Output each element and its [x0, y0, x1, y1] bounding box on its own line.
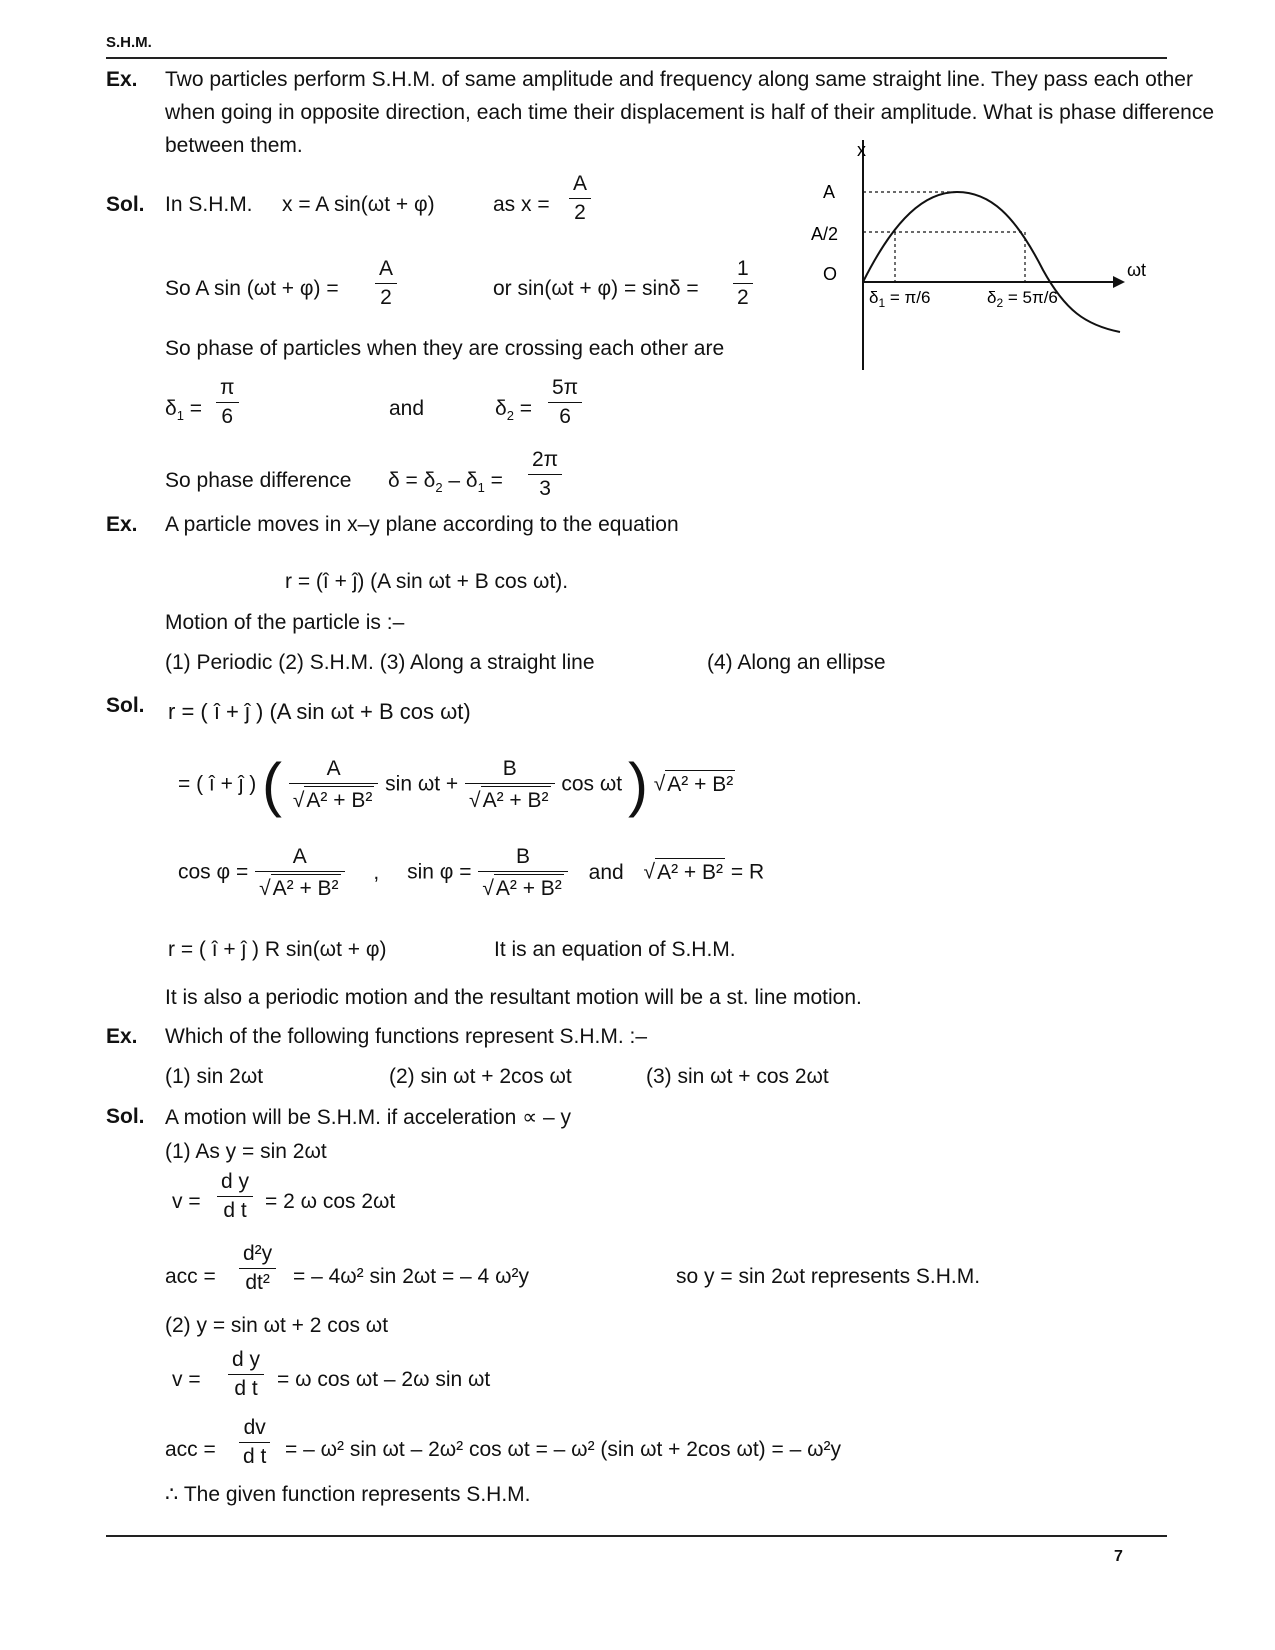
ex3-acc2-rhs: = – ω² sin ωt – 2ω² cos ωt = – ω² (sin ωt + 2cos ωt) = – ω²y: [285, 1438, 841, 1461]
frac-den: 2: [569, 198, 591, 225]
ex1-question-line-1: Two particles perform S.H.M. of same amplitude and frequency along same straight line. They pass each other: [165, 68, 1193, 91]
ex3-part-2: (2) y = sin ωt + 2 cos ωt: [165, 1314, 389, 1337]
frac-den: √A² + B²: [255, 871, 344, 901]
sine-curve: [863, 192, 1120, 332]
ex3-frac-dv-dt: [238, 1416, 271, 1469]
frac-num: B: [502, 756, 517, 780]
graph-wt-label: ωt: [1127, 260, 1147, 280]
ex2-question: A particle moves in x–y plane according to the equation: [165, 513, 679, 536]
frac-den: 2: [733, 283, 753, 310]
ex1-label: Ex.: [106, 68, 138, 91]
frac-num: 1: [737, 257, 749, 280]
radicand: A² + B²: [655, 858, 725, 884]
ex2-sol-line-4-note: It is an equation of S.H.M.: [494, 938, 736, 961]
radicand: A² + B²: [494, 874, 564, 900]
ex3-v1-rhs: = 2 ω cos 2ωt: [265, 1190, 396, 1213]
ex3-label: Ex.: [106, 1025, 138, 1048]
eq-part: = R: [730, 860, 765, 884]
ex3-option-3: (3) sin ωt + cos 2ωt: [646, 1065, 829, 1088]
radicand: A² + B²: [304, 786, 374, 812]
frac-num: A: [326, 756, 341, 780]
ex2-options-1-3: (1) Periodic (2) S.H.M. (3) Along a straight line: [165, 651, 595, 674]
frac-den: 2: [375, 283, 397, 310]
frac-den: 6: [548, 402, 582, 429]
radicand: A² + B²: [271, 874, 341, 900]
ex2-sol-line-2: = ( î + ĵ ) ( $\frac{A}{\text{√A² + B²}}$ sin ωt + $\frac{B}{\text{√A² + B²}}$ cos ωt ) √A² + B²: [178, 751, 734, 818]
ex1-sol-line-1b: x = A sin(ωt + φ): [282, 193, 435, 216]
frac-den: 6: [216, 402, 239, 429]
ex1-frac-a-over-2: [568, 172, 592, 225]
x-axis-arrow: [1113, 276, 1125, 288]
ex3-sol-label: Sol.: [106, 1105, 145, 1128]
ex1-sol-label: Sol.: [106, 193, 145, 216]
equals: =: [519, 397, 533, 420]
header-rule: [106, 57, 1167, 59]
frac-num: A: [573, 172, 588, 195]
frac-den: √A² + B²: [465, 783, 554, 813]
ex1-sol-line-3: So phase of particles when they are crossing each other are: [165, 337, 725, 360]
graph-origin-label: O: [823, 264, 838, 284]
eq-part: cos ωt: [561, 772, 623, 796]
and: and: [588, 860, 624, 884]
frac-num: A: [292, 845, 307, 868]
frac-num: π: [220, 376, 235, 399]
frac-den: d t: [239, 1442, 270, 1469]
ex3-part-1: (1) As y = sin 2ωt: [165, 1140, 327, 1163]
frac-num: d²y: [243, 1242, 273, 1265]
ex1-sol-line-2b: or sin(ωt + φ) = sinδ =: [493, 277, 699, 300]
radicand: A² + B²: [481, 786, 551, 812]
ex3-acc1-label: acc =: [165, 1265, 216, 1288]
subscript: 2: [506, 408, 514, 424]
ex3-acc2-label: acc =: [165, 1438, 216, 1461]
ex3-acc1-rhs: = – 4ω² sin 2ωt = – 4 ω²y: [293, 1265, 529, 1288]
frac-den: dt²: [239, 1268, 276, 1295]
ex1-sol-line-1c: as x =: [493, 193, 550, 216]
ex3-option-1: (1) sin 2ωt: [165, 1065, 264, 1088]
ex1-sol-line-2a: So A sin (ωt + φ) =: [165, 277, 339, 300]
ex2-equation: r = (î + ĵ) (A sin ωt + B cos ωt).: [285, 570, 569, 593]
delta-symbol: δ: [165, 397, 177, 420]
graph-delta1-label: [869, 288, 930, 310]
frac-num: dv: [243, 1416, 266, 1439]
graph-A-label: A: [823, 182, 836, 202]
ex1-sol-line-1a: In S.H.M.: [165, 193, 253, 216]
eq-part: cos φ =: [178, 860, 249, 884]
ex1-delta2: [495, 397, 532, 423]
running-header: S.H.M.: [106, 34, 152, 51]
ex2-sol-line-4: r = ( î + ĵ ) R sin(ωt + φ): [168, 938, 387, 961]
frac-num: B: [516, 845, 531, 868]
graph-A2-label: A/2: [811, 224, 839, 244]
ex1-frac-pi-6: [215, 376, 240, 429]
graph-delta2-label: [987, 288, 1058, 310]
frac-den: d t: [228, 1374, 264, 1401]
right-paren: ): [627, 751, 648, 818]
eq-part: =: [484, 469, 503, 492]
ex3-acc1-note: so y = sin 2ωt represents S.H.M.: [676, 1265, 981, 1288]
frac-den: √A² + B²: [289, 783, 378, 813]
ex3-v2-rhs: = ω cos ωt – 2ω sin ωt: [277, 1368, 491, 1391]
frac-den: √A² + B²: [478, 871, 567, 901]
ex3-frac-dy-dt-2: [227, 1348, 265, 1401]
frac-den: d t: [217, 1196, 253, 1223]
ex1-phase-diff-eq: [388, 469, 503, 495]
ex1-question-line-3: between them.: [165, 134, 303, 157]
footer-rule: [106, 1535, 1167, 1537]
subscript: 1: [176, 408, 184, 424]
ex2-motion-prompt: Motion of the particle is :–: [165, 611, 405, 634]
ex2-sol-label: Sol.: [106, 694, 145, 717]
ex1-frac-2pi-3: [527, 448, 563, 501]
ex2-option-4: (4) Along an ellipse: [707, 651, 886, 674]
radicand: A² + B²: [665, 770, 735, 796]
ex3-question: Which of the following functions represent S.H.M. :–: [165, 1025, 648, 1048]
ex1-question-line-2: when going in opposite direction, each time their displacement is half of their amplitude. What is phase difference: [165, 101, 1215, 124]
ex3-v2-label: v =: [172, 1368, 201, 1391]
ex1-phase-diff-label: So phase difference: [165, 469, 352, 492]
eq-part: = ( î + ĵ ): [178, 772, 257, 796]
eq-part: sin ωt +: [385, 772, 459, 796]
page-number: 7: [1114, 1548, 1123, 1565]
delta-symbol: δ: [869, 288, 879, 307]
frac-num: 2π: [532, 448, 559, 471]
delta-symbol: δ: [987, 288, 997, 307]
frac-num: 5π: [552, 376, 579, 399]
ex1-and: and: [389, 397, 425, 420]
frac-den: 3: [528, 474, 562, 501]
eq-part: – δ: [442, 469, 478, 492]
ex1-frac-1-over-2: [732, 257, 754, 310]
value: = π/6: [885, 288, 931, 307]
subscript: 1: [878, 296, 886, 310]
ex3-frac-d2y-dt2: [238, 1242, 277, 1295]
value: = 5π/6: [1003, 288, 1058, 307]
comma: ,: [373, 860, 380, 884]
frac-num: d y: [221, 1170, 250, 1193]
ex1-frac-a-over-2b: [374, 257, 398, 310]
left-paren: (: [262, 751, 283, 818]
ex2-sol-line-5: It is also a periodic motion and the resultant motion will be a st. line motion.: [165, 986, 862, 1009]
eq-part: sin φ =: [407, 860, 472, 884]
subscript: 2: [435, 480, 443, 496]
ex3-v1-label: v =: [172, 1190, 201, 1213]
equals: =: [189, 397, 203, 420]
ex1-frac-5pi-6: [547, 376, 583, 429]
eq-part: δ = δ: [388, 469, 436, 492]
delta-symbol: δ: [495, 397, 507, 420]
ex2-sol-line-1: r = ( î + ĵ ) (A sin ωt + B cos ωt): [168, 699, 471, 724]
ex3-conclusion: ∴ The given function represents S.H.M.: [165, 1483, 531, 1506]
frac-num: A: [379, 257, 394, 280]
ex3-sol-line-1: A motion will be S.H.M. if acceleration ∝ – y: [165, 1106, 571, 1129]
frac-num: d y: [232, 1348, 261, 1371]
ex3-option-2: (2) sin ωt + 2cos ωt: [389, 1065, 572, 1088]
subscript: 1: [477, 480, 485, 496]
ex1-delta1: [165, 397, 202, 423]
ex3-frac-dy-dt-1: [216, 1170, 254, 1223]
graph-x-label: x: [857, 140, 866, 160]
subscript: 2: [996, 296, 1004, 310]
ex2-sol-line-3: cos φ = $\frac{A}{\text{√A² + B²}}$ , sin φ = $\frac{B}{\text{√A² + B²}}$ and √A² + B² = R: [178, 845, 765, 901]
ex2-label: Ex.: [106, 513, 138, 536]
shm-graph: [811, 140, 1175, 380]
